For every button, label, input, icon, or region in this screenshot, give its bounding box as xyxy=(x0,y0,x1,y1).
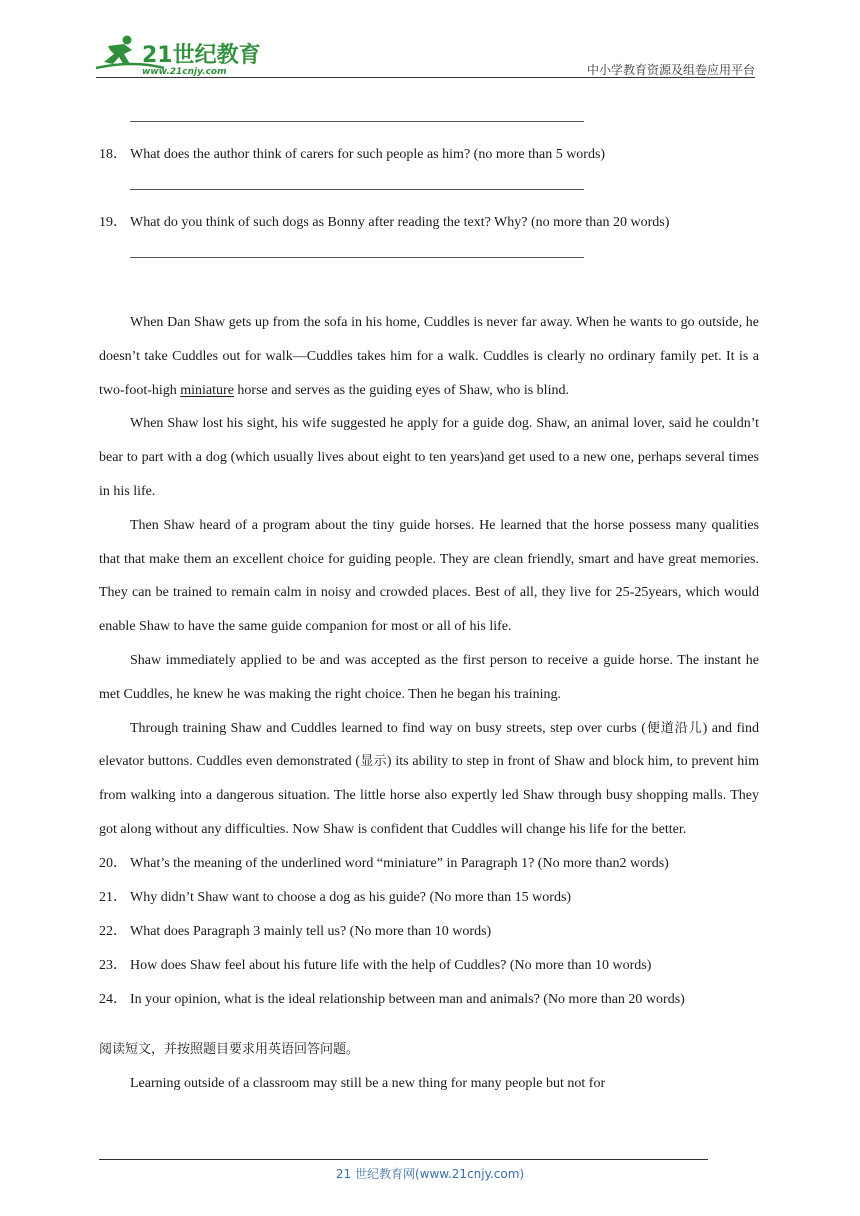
question-text: How does Shaw feel about his future life with the help of Cuddles? (No more than 10 words) xyxy=(130,957,652,973)
question-number: 20． xyxy=(99,855,127,871)
question-text: What’s the meaning of the underlined word “miniature” in Paragraph 1? (No more than2 words) xyxy=(130,855,669,871)
question-text: What does Paragraph 3 mainly tell us? (No more than 10 words) xyxy=(130,923,492,939)
section-instruction: 阅读短文，并按照题目要求用英语回答问题。 xyxy=(99,1041,360,1057)
question-text: What do you think of such dogs as Bonny after reading the text? Why? (no more than 20 words) xyxy=(130,215,670,230)
answer-line xyxy=(99,240,759,274)
next-passage-start: Learning outside of a classroom may still be a new thing for many people but not for xyxy=(130,1075,606,1091)
question-24 xyxy=(99,983,759,1017)
svg-text:21世纪教育: 21世纪教育 xyxy=(142,43,261,68)
answer-line xyxy=(99,104,759,138)
platform-name: 中小学教育资源及组卷应用平台 xyxy=(586,63,755,77)
question-21 xyxy=(99,881,759,915)
page-footer: 21 世纪教育网(www.21cnjy.com) xyxy=(335,1167,525,1181)
answer-line xyxy=(99,172,759,206)
passage-paragraph-2: When Shaw lost his sight, his wife suggested he apply for a guide dog. Shaw, an animal lover, said he couldn’t bear to part with a dog (which usually lives about eight to ten years)and get used to a new one, perhaps several times in his life. xyxy=(99,416,759,499)
question-text: What does the author think of carers for such people as him? (no more than 5 words) xyxy=(130,147,606,162)
question-number: 23． xyxy=(99,957,127,973)
document-body xyxy=(99,104,759,1101)
passage-paragraph-3: Then Shaw heard of a program about the tiny guide horses. He learned that the horse possess many qualities that that make them an excellent choice for guiding people. They are clean friendly, smart and have great memories. They can be trained to remain calm in noisy and crowded places. Best of all, they live for 25-25years, which would enable Shaw to have the same guide companion for most or all of his life. xyxy=(99,517,759,635)
question-text: In your opinion, what is the ideal relationship between man and animals? (No more than 20 words) xyxy=(130,991,685,1007)
question-23 xyxy=(99,949,759,983)
passage-paragraph-4: Shaw immediately applied to be and was accepted as the first person to receive a guide horse. The instant he met Cuddles, he knew he was making the right choice. Then he began his training. xyxy=(99,652,759,702)
question-20 xyxy=(99,847,759,881)
question-number: 18． xyxy=(99,147,127,162)
question-number: 19． xyxy=(99,215,127,230)
logo xyxy=(94,34,264,78)
header-divider xyxy=(96,77,755,78)
question-text: Why didn’t Shaw want to choose a dog as his guide? (No more than 15 words) xyxy=(130,889,572,905)
question-19 xyxy=(99,206,759,240)
runner-logo-icon xyxy=(94,34,264,78)
question-18 xyxy=(99,138,759,172)
footer-divider xyxy=(99,1159,708,1160)
passage-paragraph-1: When Dan Shaw gets up from the sofa in his home, Cuddles is never far away. When he wants to go outside, he doesn’t take Cuddles out for walk—Cuddles takes him for a walk. Cuddles is clearly no ordinary family pet. It is a two-foot-high miniature horse and serves as the guiding eyes of Shaw, who is blind. xyxy=(99,315,759,398)
question-22 xyxy=(99,915,759,949)
question-number: 24． xyxy=(99,991,127,1007)
question-number: 21． xyxy=(99,889,127,905)
svg-text:www.21cnjy.com: www.21cnjy.com xyxy=(142,67,227,77)
page-header xyxy=(0,0,860,80)
underlined-word: miniature xyxy=(180,382,234,398)
question-number: 22． xyxy=(99,923,127,939)
passage-paragraph-5: Through training Shaw and Cuddles learned to find way on busy streets, step over curbs (便道沿儿) and find elevator buttons. Cuddles even demonstrated (显示) its ability to step in front of Shaw and block him, to prevent him from walking into a dangerous situation. The little horse also expertly led Shaw through busy shopping malls. They got along without any difficulties. Now Shaw is confident that Cuddles will change his life for the better. xyxy=(99,720,759,837)
